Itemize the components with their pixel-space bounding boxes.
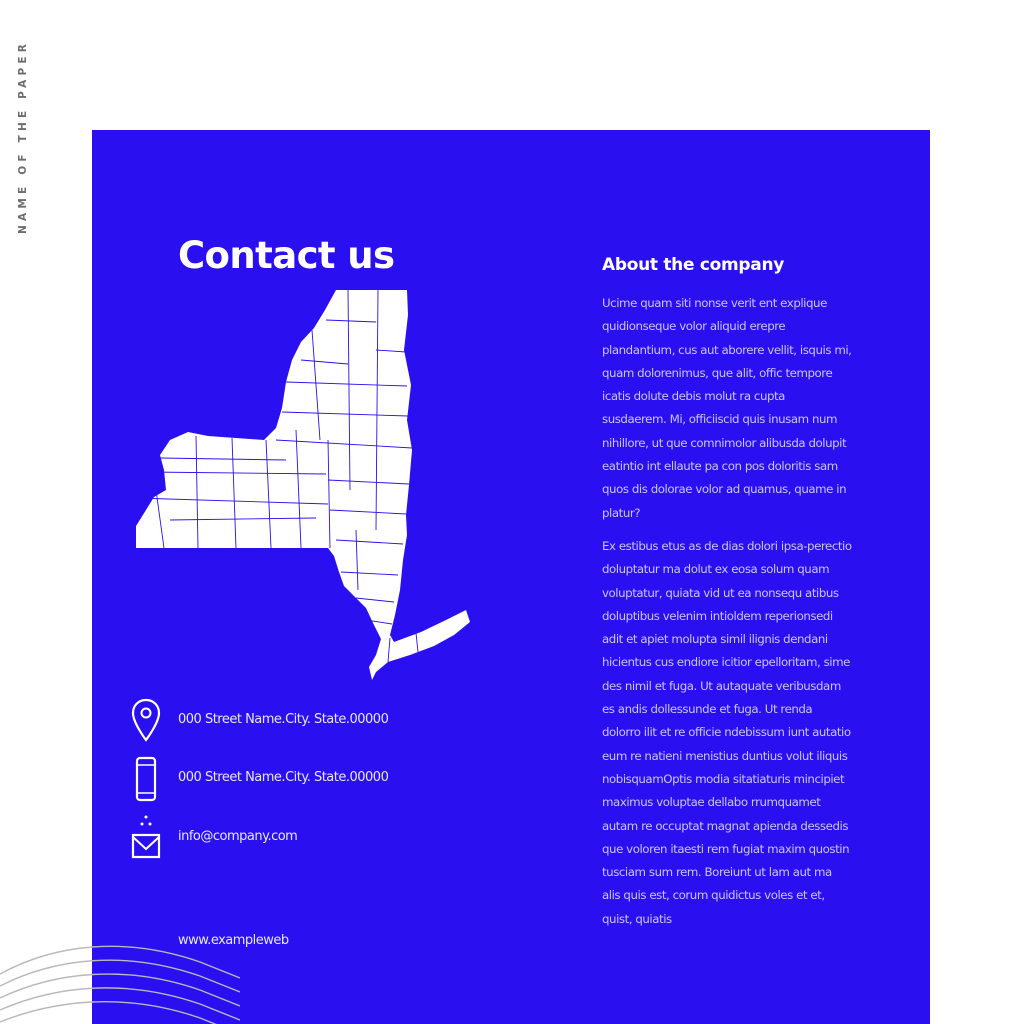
mobile-phone-icon	[130, 756, 162, 802]
address-row	[130, 698, 420, 744]
about-body	[602, 292, 852, 941]
about-paragraph-1: Ucime quam siti nonse verit ent explique quidionseque volor aliquid erepre plandantium, cus aut aborere vellit, isquis mi, quam dolorenimus, que alit, offic tempore icatis dolute debis molut ra cupta susdaerem. Mi, officiiscid quis inusam num nihillore, ut que comnimolor alibusda dolupit eatintio int ellaute pa con pos doloritis sam quos dis dolorae volor ad quamus, quame in platur?	[602, 296, 852, 520]
website-link[interactable]: www.exampleweb	[178, 933, 289, 948]
side-label	[14, 40, 32, 256]
side-label-text: NAME OF THE PAPER	[17, 40, 29, 234]
phone-text: 000 Street Name.City. State.00000	[178, 770, 389, 785]
email-link[interactable]: info@company.com	[178, 829, 298, 844]
about-title: About the company	[602, 255, 785, 275]
location-pin-icon	[130, 698, 162, 744]
email-row	[130, 815, 420, 861]
decorative-waves	[0, 940, 240, 1024]
mail-icon	[130, 815, 162, 861]
phone-row	[130, 756, 420, 802]
about-paragraph-2: Ex estibus etus as de dias dolori ipsa-perectio doluptatur ma dolut ex eosa solum quam voluptatur, quiata vid ut ea nonsequ atibus doluptibus velenim intioldem reperionsedi adit et apiet molupta simil ilignis dendani hicientus cus endiore icitior epelloritam, sime des nimil et fuga. Ut autaquate veribusdam es andis dollessunde et fuga. Ut renda dolorro ilit et re officie ndebissum iunt autatio eum re natieni menistius duntius volut iliquis nobisquamOptis modia sitatiaturis mincipiet maximus voluptae dellabo rrumquamet autam re occuptat magnat apienda dessedis que voloren itaesti rem fugiat maxim quostin tusciam sum rem. Boreiunt ut lam aut ma alis quis est, corum quidictus voles et et, quist, quiatis	[602, 538, 852, 926]
address-text: 000 Street Name.City. State.00000	[178, 712, 389, 727]
contact-panel	[92, 130, 930, 1024]
contact-title: Contact us	[178, 234, 395, 277]
new-york-state-map	[136, 290, 470, 680]
